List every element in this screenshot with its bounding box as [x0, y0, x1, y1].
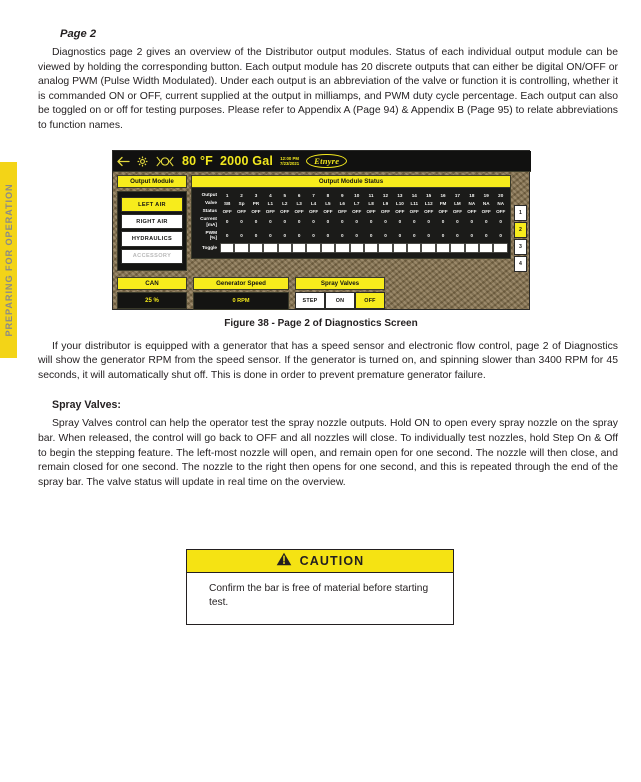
cell-pwm: 0 [384, 232, 387, 238]
cell-valve: L5 [325, 200, 331, 206]
cell-pwm: 0 [254, 232, 258, 238]
toggle-button[interactable] [479, 242, 493, 254]
cell-pwm: 0 [398, 232, 402, 238]
cell-pwm: 0 [412, 232, 416, 238]
cell-pwm: 0 [499, 232, 502, 238]
cell-current: 0 [240, 219, 243, 225]
toggle-button[interactable] [335, 242, 349, 254]
etnyre-logo: Etnyre [306, 154, 347, 168]
cell-pwm: 0 [441, 232, 445, 238]
toggle-button[interactable] [321, 242, 335, 254]
cell-valve: L12 [424, 200, 433, 206]
caution-text: Confirm the bar is free of material before starting test. [209, 583, 429, 608]
toggle-button[interactable] [378, 242, 392, 254]
module-button-hydraulics[interactable]: HYDRAULICS [121, 231, 183, 246]
cell-current: 0 [254, 219, 258, 225]
cell-pwm: 0 [240, 232, 243, 238]
output-module-panel [117, 175, 187, 271]
paragraph-generator: If your distributor is equipped with a generator that has a speed sensor and electronic flow control, page 2 of Diagnostics will show the generator RPM from the speed sensor. If the generator is turned on, and spinning slower than 3400 RPM for 45 seconds, it will automatically shut off. This is done in order to prevent premature generator failure. [38, 340, 618, 381]
output-module-status-title: Output Module Status [191, 175, 511, 188]
spray-valves-panel [295, 277, 385, 309]
cell-output: 4 [269, 192, 272, 198]
cell-output: 16 [440, 192, 446, 198]
page-tab-1[interactable]: 1 [514, 205, 527, 221]
cell-status: OFF [452, 208, 463, 214]
row-label-valve: Valve [205, 200, 217, 206]
cell-status: OFF [251, 208, 261, 214]
cell-valve: L1 [267, 200, 274, 206]
hmi-top-status-bar [113, 151, 531, 172]
toggle-button[interactable] [292, 242, 306, 254]
spray-step-button[interactable]: STEP [295, 292, 325, 309]
can-panel [117, 277, 187, 309]
cell-output: 14 [411, 192, 417, 198]
generator-speed-panel [193, 277, 289, 310]
toggle-button[interactable] [234, 242, 248, 254]
toggle-button[interactable] [407, 242, 421, 254]
cell-status: OFF [496, 208, 506, 214]
cell-current: 0 [283, 219, 287, 225]
cell-output: 17 [454, 192, 460, 198]
cell-output: 19 [483, 192, 489, 198]
spray-valves-button-group [295, 292, 385, 309]
toggle-button[interactable] [393, 242, 407, 254]
gear-icon[interactable] [137, 156, 148, 167]
toggle-button[interactable] [493, 242, 508, 254]
page-heading: Page 2 [60, 28, 97, 40]
cell-pwm: 0 [456, 232, 459, 238]
cell-current: 0 [384, 219, 387, 225]
cell-status: OFF [395, 208, 405, 214]
cell-status: OFF [265, 208, 275, 214]
clock-time: 12:00 PM [280, 155, 299, 161]
cell-valve: SB [224, 200, 231, 206]
cell-valve: L4 [310, 200, 317, 206]
table-row-valve [194, 199, 508, 207]
cell-valve: L3 [296, 200, 302, 206]
module-button-left-air[interactable]: LEFT AIR [121, 197, 183, 212]
toggle-button[interactable] [278, 242, 292, 254]
output-module-button-group [117, 191, 187, 271]
page-tab-2[interactable]: 2 [514, 222, 527, 238]
clock-readout [280, 156, 299, 167]
toggle-button[interactable] [306, 242, 320, 254]
output-module-title: Output Module [117, 175, 187, 188]
subheading-spray-valves: Spray Valves: [52, 399, 121, 412]
cell-pwm: 0 [312, 232, 315, 238]
cell-pwm: 0 [225, 232, 229, 238]
cell-output: 6 [297, 192, 301, 198]
table-row-pwm [194, 228, 508, 241]
output-module-status-body [191, 188, 511, 259]
cell-valve: L6 [339, 200, 345, 206]
warning-triangle-icon [276, 552, 292, 571]
cell-current: 0 [398, 219, 402, 225]
cell-output: 7 [312, 192, 315, 198]
toggle-button[interactable] [465, 242, 479, 254]
cell-current: 0 [427, 219, 430, 225]
cell-pwm: 0 [269, 232, 272, 238]
hmi-screen [112, 150, 530, 310]
cell-pwm: 0 [341, 232, 344, 238]
cell-pwm: 0 [470, 232, 474, 238]
cell-output: 8 [326, 192, 330, 198]
figure-diagnostics-screen [112, 150, 530, 329]
cell-output: 12 [382, 192, 389, 198]
cell-current: 0 [412, 219, 416, 225]
cell-pwm: 0 [283, 232, 287, 238]
cell-output: 5 [283, 192, 287, 198]
cell-valve: L10 [395, 200, 404, 206]
toggle-button[interactable] [364, 242, 378, 254]
cell-status: OFF [294, 208, 304, 214]
toggle-button[interactable] [263, 242, 277, 254]
cell-output: 15 [426, 192, 432, 198]
table-row-current [194, 215, 508, 228]
cell-status: OFF [424, 208, 434, 214]
cell-output: 3 [254, 192, 258, 198]
row-label-output: Output [201, 192, 217, 198]
generator-speed-value: 0 RPM [193, 292, 289, 310]
cell-current: 0 [484, 219, 488, 225]
row-label-pwm: PWM [%] [205, 229, 217, 241]
module-button-right-air[interactable]: RIGHT AIR [121, 214, 183, 229]
cell-status: OFF [467, 208, 477, 214]
page-tab-strip [514, 205, 527, 273]
cell-current: 0 [312, 219, 315, 225]
cell-status: OFF [352, 208, 362, 214]
cell-pwm: 0 [355, 232, 358, 238]
cell-output: 18 [469, 192, 475, 198]
table-row-status [194, 207, 508, 215]
cell-current: 0 [269, 219, 272, 225]
paragraph-intro: Diagnostics page 2 gives an overview of the Distributor output modules. Status of each individual output module can be viewed by holding the corresponding button. Each output module has 20 discrete outputs that can either be digital ON/OFF or analog PWM (Pulse Width Modulated). Under each output is an abbreviation of the valve or function it is controlling, whether it is commanded ON or OFF, current supplied at the output in milliamps, and PWM duty cycle percentage. Each output can also be toggled on or off for testing purposes. Please refer to Appendix A (Page 94) & Appendix B (Page 95) to relate abbreviations to function names. [38, 47, 618, 131]
toggle-button[interactable] [220, 242, 234, 254]
cell-status: OFF [323, 208, 333, 214]
cell-current: 0 [470, 219, 474, 225]
chapter-side-tab [0, 162, 17, 358]
toggle-button[interactable] [350, 242, 364, 254]
cell-output: 2 [240, 192, 243, 198]
cell-status: OFF [280, 208, 290, 214]
caution-box [186, 549, 454, 625]
cell-current: 0 [369, 219, 373, 225]
table-row-toggle [194, 242, 508, 254]
cell-output: 9 [341, 192, 344, 198]
cell-current: 0 [326, 219, 330, 225]
cell-output: 20 [498, 192, 504, 198]
cell-status: OFF [481, 208, 491, 214]
paragraph-spray-valves: Spray Valves control can help the operator test the spray nozzle outputs. Hold ON to open every spray nozzle on the spray bar. When released, the control will go back to OFF and all nozzles will close. To individually test nozzles, hold Step On & Off to begin the stepping feature. The left-most nozzle will open, and remain open for one second. The nozzle will then close, and remain closed for one second. The nozzle to the right then opens for one second, and this is repeated through the end of the spray bar. The valve status will update in real time on the overview. [38, 418, 618, 488]
cell-current: 0 [341, 219, 344, 225]
figure-caption: Figure 38 - Page 2 of Diagnostics Screen [224, 318, 418, 329]
cell-valve: Sp [238, 200, 245, 206]
clock-date: 7/23/2021 [280, 161, 300, 166]
spray-valves-title: Spray Valves [295, 277, 385, 290]
page-tab-4[interactable]: 4 [514, 256, 527, 272]
cell-status: OFF [438, 208, 448, 214]
toggle-button[interactable] [421, 242, 435, 254]
work-lights-icon[interactable] [155, 156, 175, 167]
table-row-output [194, 191, 508, 199]
cell-valve: NA [468, 200, 476, 206]
toggle-button[interactable] [436, 242, 450, 254]
cell-current: 0 [456, 219, 459, 225]
cell-output: 1 [225, 192, 229, 198]
cell-pwm: 0 [326, 232, 330, 238]
row-label-current: Current [mA] [200, 216, 217, 227]
chapter-side-tab-label: PREPARING FOR OPERATION [3, 183, 14, 337]
cell-valve: L8 [368, 200, 374, 206]
cell-pwm: 0 [369, 232, 373, 238]
spray-on-button[interactable]: ON [325, 292, 355, 309]
cell-pwm: 0 [484, 232, 488, 238]
cell-current: 0 [355, 219, 358, 225]
page-tab-3[interactable]: 3 [514, 239, 527, 255]
row-label-toggle: Toggle [201, 245, 217, 251]
cell-current: 0 [225, 219, 229, 225]
can-title: CAN [117, 277, 187, 290]
cell-valve: PR [252, 200, 260, 206]
cell-valve: FM [439, 200, 447, 206]
cell-output: 13 [397, 192, 403, 198]
cell-status: OFF [380, 208, 391, 214]
cell-valve: NA [497, 200, 505, 206]
toggle-button[interactable] [249, 242, 263, 254]
cell-valve: L2 [282, 200, 288, 206]
can-value: 25 % [117, 292, 187, 309]
cell-status: OFF [308, 208, 319, 214]
cell-valve: L11 [410, 200, 419, 206]
cell-current: 0 [441, 219, 445, 225]
output-module-status-panel [191, 175, 511, 259]
generator-speed-title: Generator Speed [193, 277, 289, 290]
cell-pwm: 0 [427, 232, 430, 238]
cell-status: OFF [337, 208, 347, 214]
cell-status: OFF [366, 208, 376, 214]
cell-valve: NA [482, 200, 490, 206]
cell-valve: L7 [354, 200, 360, 206]
row-label-status: Status [202, 208, 217, 214]
cell-output: 11 [368, 192, 374, 198]
cell-status: OFF [236, 208, 247, 214]
cell-output: 10 [354, 192, 360, 198]
toggle-button[interactable] [450, 242, 464, 254]
cell-status: OFF [409, 208, 419, 214]
cell-pwm: 0 [297, 232, 301, 238]
spray-off-button[interactable]: OFF [355, 292, 385, 309]
cell-current: 0 [297, 219, 301, 225]
cell-valve: L9 [382, 200, 389, 206]
volume-readout: 2000 Gal [220, 154, 274, 168]
cell-status: OFF [222, 208, 232, 214]
caution-header [187, 550, 453, 573]
temperature-readout: 80 °F [182, 154, 214, 168]
module-button-accessory: ACCESSORY [121, 249, 183, 264]
caution-title: CAUTION [299, 554, 365, 568]
output-status-table [194, 191, 508, 254]
cell-current: 0 [499, 219, 502, 225]
back-arrow-icon[interactable] [117, 156, 130, 167]
cell-valve: LM [454, 200, 461, 206]
